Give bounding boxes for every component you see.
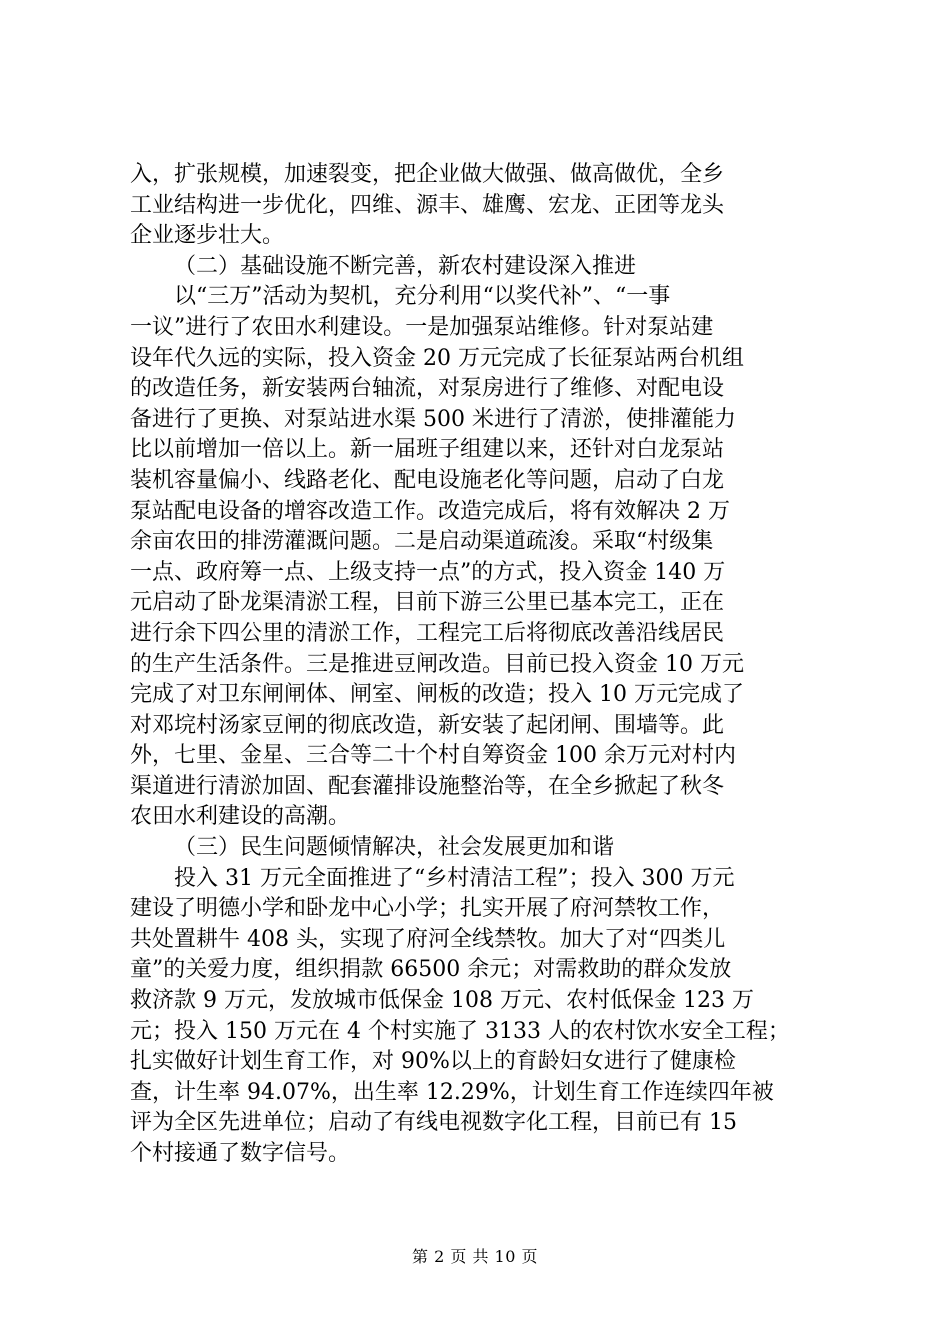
text-line: 元启动了卧龙渠清淤工程，目前下游三公里已基本完工，正在 [130, 590, 725, 616]
text-line: 查，计生率 94.07%，出生率 12.29%，计划生育工作连续四年被 [130, 1079, 774, 1105]
text-line: 外，七里、金星、三合等二十个村自筹资金 100 余万元对村内 [130, 743, 736, 769]
text-line: 扎实做好计划生育工作，对 90%以上的育龄妇女进行了健康检 [130, 1049, 736, 1075]
text-line: 共处置耕牛 408 头，实现了府河全线禁牧。加大了对“四类儿 [130, 926, 726, 952]
text-line: 以“三万”活动为契机，充分利用“以奖代补”、“一事 [174, 284, 671, 310]
text-line: 个村接通了数字信号。 [130, 1141, 351, 1166]
text-line: 救济款 9 万元，发放城市低保金 108 万元、农村低保金 123 万 [130, 988, 754, 1014]
text-line: 建设了明德小学和卧龙中心小学；扎实开展了府河禁牧工作， [130, 896, 725, 922]
text-line: 一议”进行了农田水利建设。一是加强泵站维修。针对泵站建 [130, 314, 714, 340]
text-line: 童”的关爱力度，组织捐款 66500 余元；对需救助的群众发放 [130, 957, 732, 983]
text-line: 元；投入 150 万元在 4 个村实施了 3133 人的农村饮水安全工程； [130, 1018, 790, 1044]
text-line: 评为全区先进单位；启动了有线电视数字化工程，目前已有 15 [130, 1110, 737, 1136]
text-line: （二）基础设施不断完善，新农村建设深入推进 [174, 253, 637, 279]
text-line: 的改造任务，新安装两台轴流，对泵房进行了维修、对配电设 [130, 376, 725, 402]
text-line: 比以前增加一倍以上。新一届班子组建以来，还针对白龙泵站 [130, 437, 725, 463]
text-line: 投入 31 万元全面推进了“乡村清洁工程”；投入 300 万元 [174, 865, 735, 891]
page-footer: 第 2 页 共 10 页 [412, 1247, 538, 1266]
text-line: 企业逐步壮大。 [130, 223, 285, 249]
text-line: 进行余下四公里的清淤工作，工程完工后将彻底改善沿线居民 [130, 620, 725, 646]
text-line: 入，扩张规模，加速裂变，把企业做大做强、做高做优，全乡 [130, 162, 725, 187]
text-line: 装机容量偏小、线路老化、配电设施老化等问题，启动了白龙 [130, 467, 725, 493]
text-line: 一点、政府筹一点、上级支持一点”的方式，投入资金 140 万 [130, 559, 726, 585]
text-line: 的生产生活条件。三是推进豆闸改造。目前已投入资金 10 万元 [130, 651, 744, 677]
text-line: 设年代久远的实际，投入资金 20 万元完成了长征泵站两台机组 [130, 345, 744, 371]
text-line: （三）民生问题倾情解决，社会发展更加和谐 [174, 835, 615, 861]
text-line: 泵站配电设备的增容改造工作。改造完成后，将有效解决 2 万 [130, 498, 730, 524]
text-line: 对邓垸村汤家豆闸的彻底改造，新安装了起闭闸、围墙等。此 [130, 712, 725, 738]
text-line: 备进行了更换、对泵站进水渠 500 米进行了清淤，使排灌能力 [130, 406, 736, 432]
document-body [130, 160, 830, 1170]
text-line: 农田水利建设的高潮。 [130, 804, 351, 830]
text-line: 渠道进行清淤加固、配套灌排设施整治等，在全乡掀起了秋冬 [130, 773, 725, 799]
text-line: 余亩农田的排涝灌溉问题。二是启动渠道疏浚。采取“村级集 [130, 529, 714, 555]
text-line: 工业结构进一步优化，四维、源丰、雄鹰、宏龙、正团等龙头 [130, 192, 725, 218]
text-line: 完成了对卫东闸闸体、闸室、闸板的改造；投入 10 万元完成了 [130, 682, 744, 708]
